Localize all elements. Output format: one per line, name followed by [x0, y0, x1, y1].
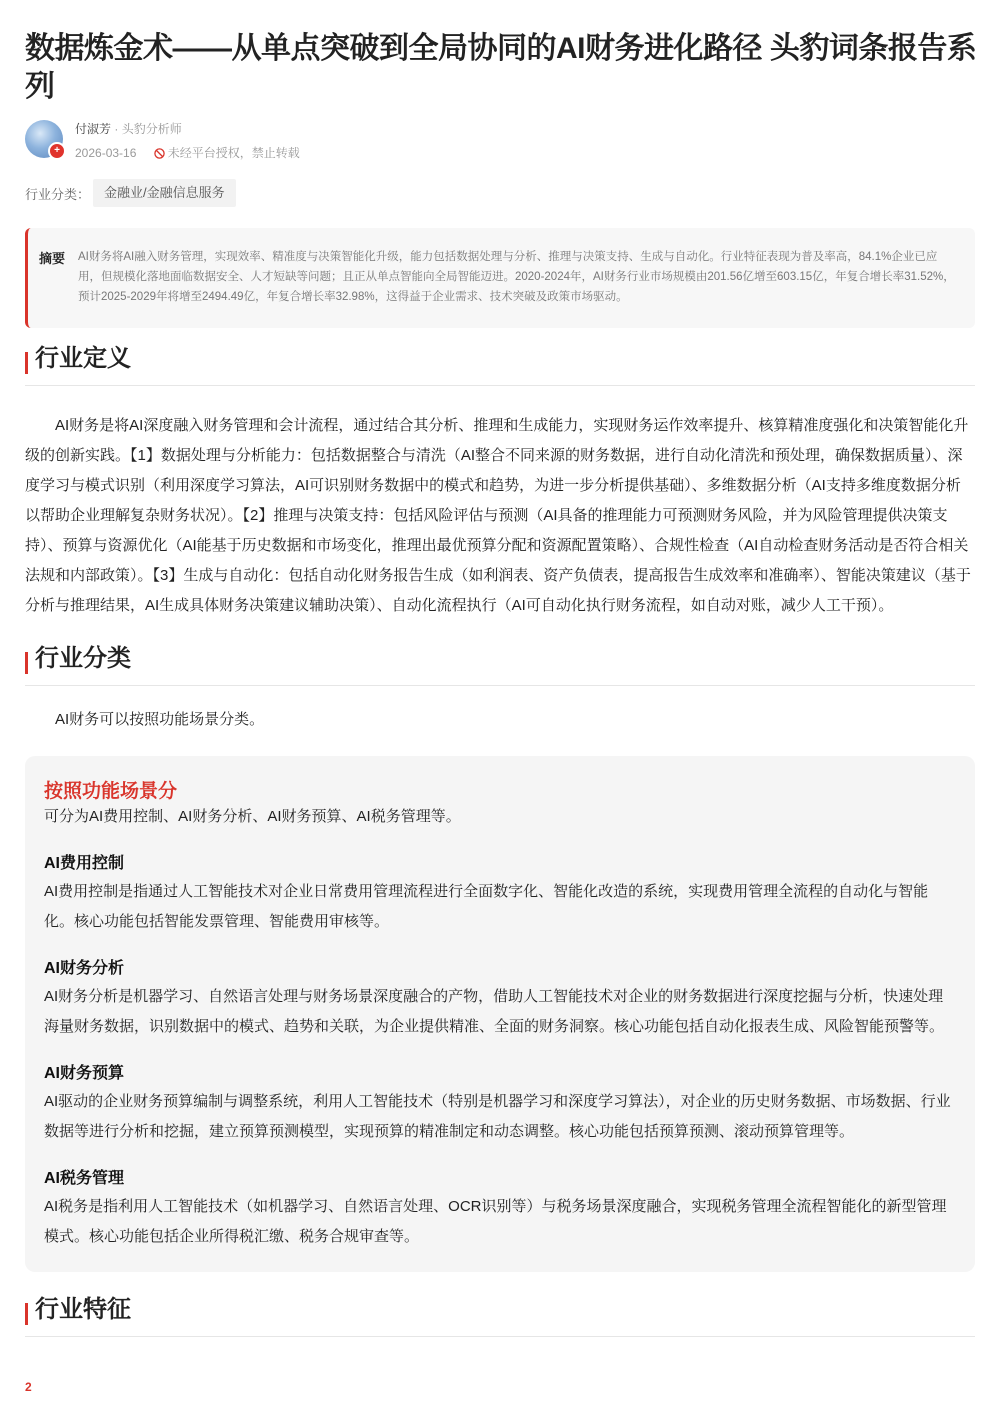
- category-item: [44, 1168, 956, 1252]
- page-number: 2: [25, 1380, 32, 1394]
- category-label: 行业分类：: [25, 187, 91, 202]
- card-intro: 可分为AI费用控制、AI财务分析、AI财务预算、AI税务管理等。: [44, 808, 461, 825]
- section-marker: [25, 652, 28, 674]
- publish-date: 2026-03-16: [75, 146, 137, 160]
- section-marker: [25, 1303, 28, 1325]
- item-description: AI费用控制是指通过人工智能技术对企业日常费用管理流程进行全面数字化、智能化改造的系统，实现费用管理全流程的自动化与智能化。核心功能包括智能发票管理、智能费用审核等。: [44, 883, 929, 930]
- author-line: 付淑芳 · 头豹分析师: [75, 122, 182, 136]
- classification-paragraph: AI财务可以按照功能场景分类。: [55, 711, 265, 728]
- card-title: 按照功能场景分: [44, 781, 178, 802]
- section-marker: [25, 352, 28, 374]
- section-heading-features: [25, 1292, 975, 1337]
- section-title: 行业分类: [35, 645, 131, 672]
- classification-card: [25, 756, 975, 1272]
- item-title: AI费用控制: [44, 855, 125, 872]
- author-info: [25, 118, 625, 162]
- section-title: 行业特征: [35, 1296, 131, 1323]
- abstract-box: [25, 228, 975, 328]
- item-title: AI税务管理: [44, 1170, 125, 1187]
- section-heading-definition: [25, 341, 975, 386]
- category-tag[interactable]: 金融业/金融信息服务: [93, 179, 236, 207]
- item-description: AI税务是指利用人工智能技术（如机器学习、自然语言处理、OCR识别等）与税务场景深度融合，实现税务管理全流程智能化的新型管理模式。核心功能包括企业所得税汇缴、税务合规审查等。: [44, 1198, 947, 1245]
- category-item: [44, 958, 956, 1042]
- author-name[interactable]: 付淑芳: [75, 122, 112, 136]
- abstract-text: AI财务将AI融入财务管理，实现效率、精准度与决策智能化升级，能力包括数据处理与分析、推理与决策支持、生成与自动化。行业特征表现为普及率高，84.1%企业已应用，但规模化落地面临数据安全、人才短缺等问题；且正从单点智能向全局智能迈进。2020-2024年，AI财务行业市场规模由201.56亿增至603.15亿，年复合增长率31.52%，预计2025-2029年将增至2494.49亿，年复合增长率32.98%，这得益于企业需求、技术突破及政策市场驱动。: [78, 251, 955, 303]
- item-title: AI财务分析: [44, 960, 125, 977]
- item-description: AI财务分析是机器学习、自然语言处理与财务场景深度融合的产物，借助人工智能技术对企业的财务数据进行深度挖掘与分析，快速处理海量财务数据，识别数据中的模式、趋势和关联，为企业提供精准、全面的财务洞察。核心功能包括自动化报表生成、风险智能预警等。: [44, 988, 945, 1035]
- author-role: 头豹分析师: [121, 122, 182, 136]
- copyright-notice: 未经平台授权，禁止转载: [167, 146, 300, 160]
- category-item: [44, 1063, 956, 1147]
- item-title: AI财务预算: [44, 1065, 125, 1082]
- author-avatar[interactable]: [25, 120, 63, 158]
- section-title: 行业定义: [35, 345, 131, 372]
- category-item: [44, 853, 956, 937]
- abstract-label: 摘要: [39, 251, 66, 266]
- verified-badge-icon: +: [48, 142, 66, 160]
- item-description: AI驱动的企业财务预算编制与调整系统，利用人工智能技术（特别是机器学习和深度学习算法），对企业的历史财务数据、市场数据、行业数据等进行分析和挖掘，建立预算预测模型，实现预算的精准制定和动态调整。核心功能包括预算预测、滚动预算管理等。: [44, 1093, 951, 1140]
- report-title: 数据炼金术——从单点突破到全局协同的AI财务进化路径 头豹词条报告系列: [25, 32, 977, 103]
- definition-paragraph: AI财务是将AI深度融入财务管理和会计流程，通过结合其分析、推理和生成能力，实现财务运作效率提升、核算精准度强化和决策智能化升级的创新实践。【1】数据处理与分析能力：包括数据整合与清洗（AI整合不同来源的财务数据，进行自动化清洗和预处理，确保数据质量）、深度学习与模式识别（利用深度学习算法，AI可识别财务数据中的模式和趋势，为进一步分析提供基础）、多维数据分析（AI支持多维度数据分析以帮助企业理解复杂财务状况）。【2】推理与决策支持：包括风险评估与预测（AI具备的推理能力可预测财务风险，并为风险管理提供决策支持）、预算与资源优化（AI能基于历史数据和市场变化，推理出最优预算分配和资源配置策略）、合规性检查（AI自动检查财务活动是否符合相关法规和内部政策）。【3】生成与自动化：包括自动化财务报告生成（如利润表、资产负债表，提高报告生成效率和准确率）、智能决策建议（基于分析与推理结果，AI生成具体财务决策建议辅助决策）、自动化流程执行（AI可自动化执行财务流程，如自动对账，减少人工干预）。: [25, 417, 971, 614]
- section-heading-classification: [25, 641, 975, 686]
- no-repost-icon: [154, 148, 165, 159]
- meta-line: [75, 144, 300, 161]
